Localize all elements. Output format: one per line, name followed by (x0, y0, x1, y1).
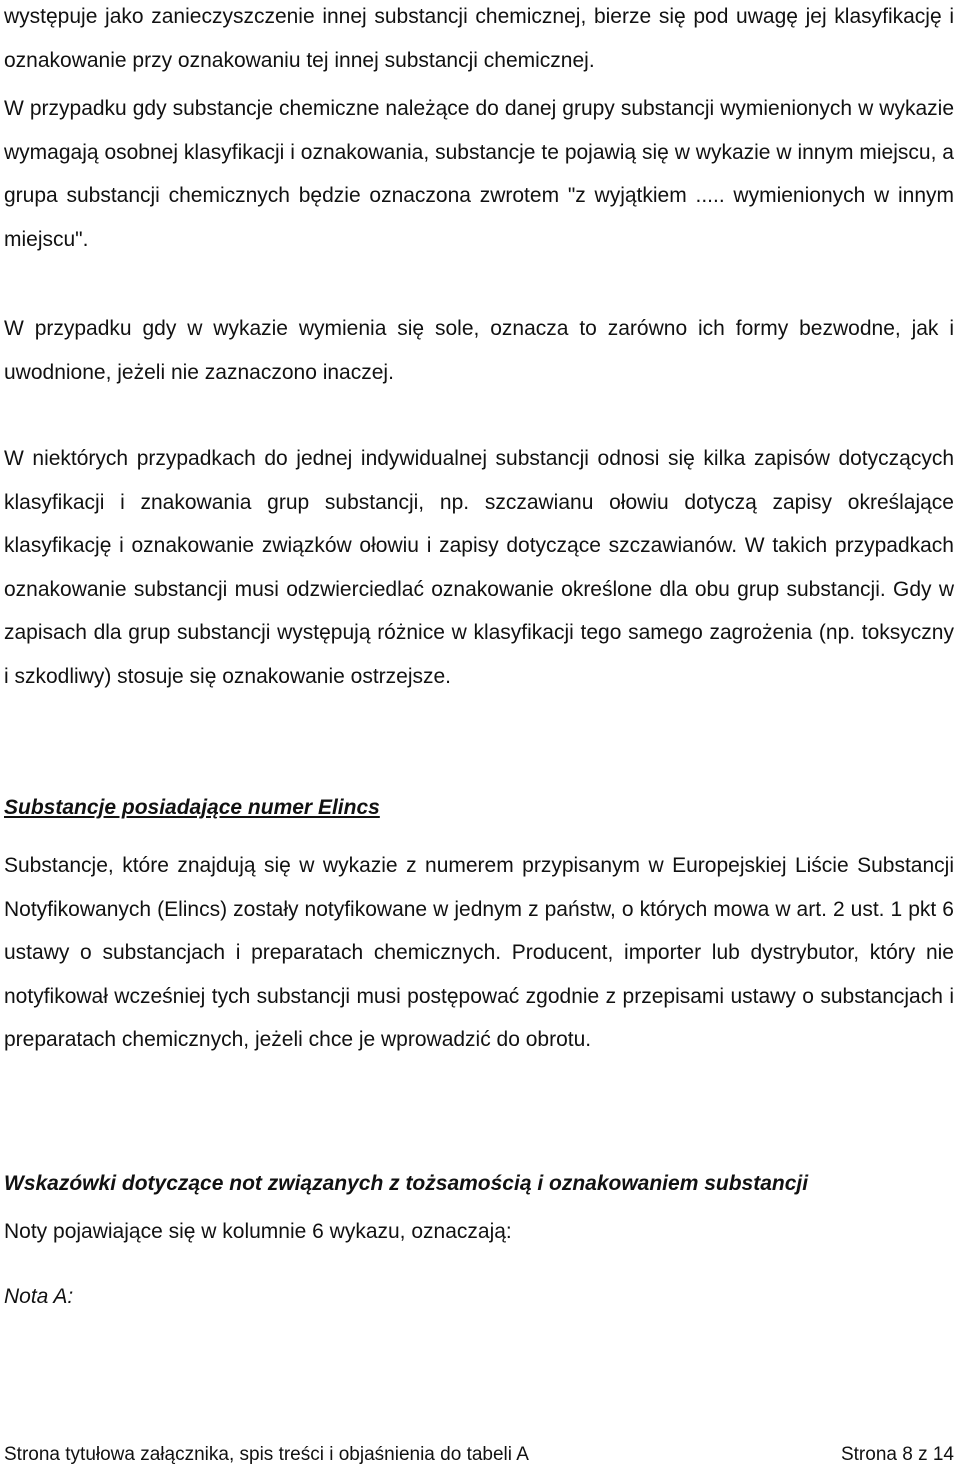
page-footer (4, 1444, 954, 1466)
paragraph-group-substances: W przypadku gdy substancje chemiczne należące do danej grupy substancji wymienionych w wykazie wymagają osobnej klasyfikacji i oznakowania, substancje te pojawią się w wykazie w innym miejscu, a grupa substancji chemicznych będzie oznaczona zwrotem "z wyjątkiem ..... wymienionych w innym miejscu". (4, 97, 954, 251)
footer-title: Strona tytułowa załącznika, spis treści i objaśnienia do tabeli A (4, 1444, 529, 1465)
page-number: Strona 8 z 14 (840, 1444, 954, 1465)
paragraph-notes-intro: Noty pojawiające się w kolumnie 6 wykazu, oznaczają: (4, 1220, 512, 1243)
paragraph-salts: W przypadku gdy w wykazie wymienia się sole, oznacza to zarówno ich formy bezwodne, jak i uwodnione, jeżeli nie zaznaczono inaczej. (4, 317, 954, 384)
heading-notes: Wskazówki dotyczące not związanych z tożsamością i oznakowaniem substancji (4, 1172, 809, 1195)
paragraph-multiple-entries: W niektórych przypadkach do jednej indywidualnej substancji odnosi się kilka zapisów dotyczących klasyfikacji i znakowania grup substancji, np. szczawianu ołowiu dotyczą zapisy określające klasyfikację i oznakowanie związków ołowiu i zapisy dotyczące szczawianów. W takich przypadkach oznakowanie substancji musi odzwierciedlać oznakowanie określone dla obu grup substancji. Gdy w zapisach dla grup substancji występują różnice w klasyfikacji tego samego zagrożenia (np. toksyczny i szkodliwy) stosuje się oznakowanie ostrzejsze. (4, 447, 954, 688)
paragraph-continuation: występuje jako zanieczyszczenie innej substancji chemicznej, bierze się pod uwagę jej klasyfikację i oznakowanie przy oznakowaniu tej innej substancji chemicznej. (4, 5, 954, 72)
heading-elincs: Substancje posiadające numer Elincs (4, 796, 380, 819)
note-a-label: Nota A: (4, 1285, 74, 1308)
paragraph-elincs: Substancje, które znajdują się w wykazie z numerem przypisanym w Europejskiej Liście Substancji Notyfikowanych (Elincs) zostały notyfikowane w jednym z państw, o których mowa w art. 2 ust. 1 pkt 6 ustawy o substancjach i preparatach chemicznych. Producent, importer lub dystrybutor, który nie notyfikował wcześniej tych substancji musi postępować zgodnie z przepisami ustawy o substancjach i preparatach chemicznych, jeżeli chce je wprowadzić do obrotu. (4, 854, 954, 1052)
